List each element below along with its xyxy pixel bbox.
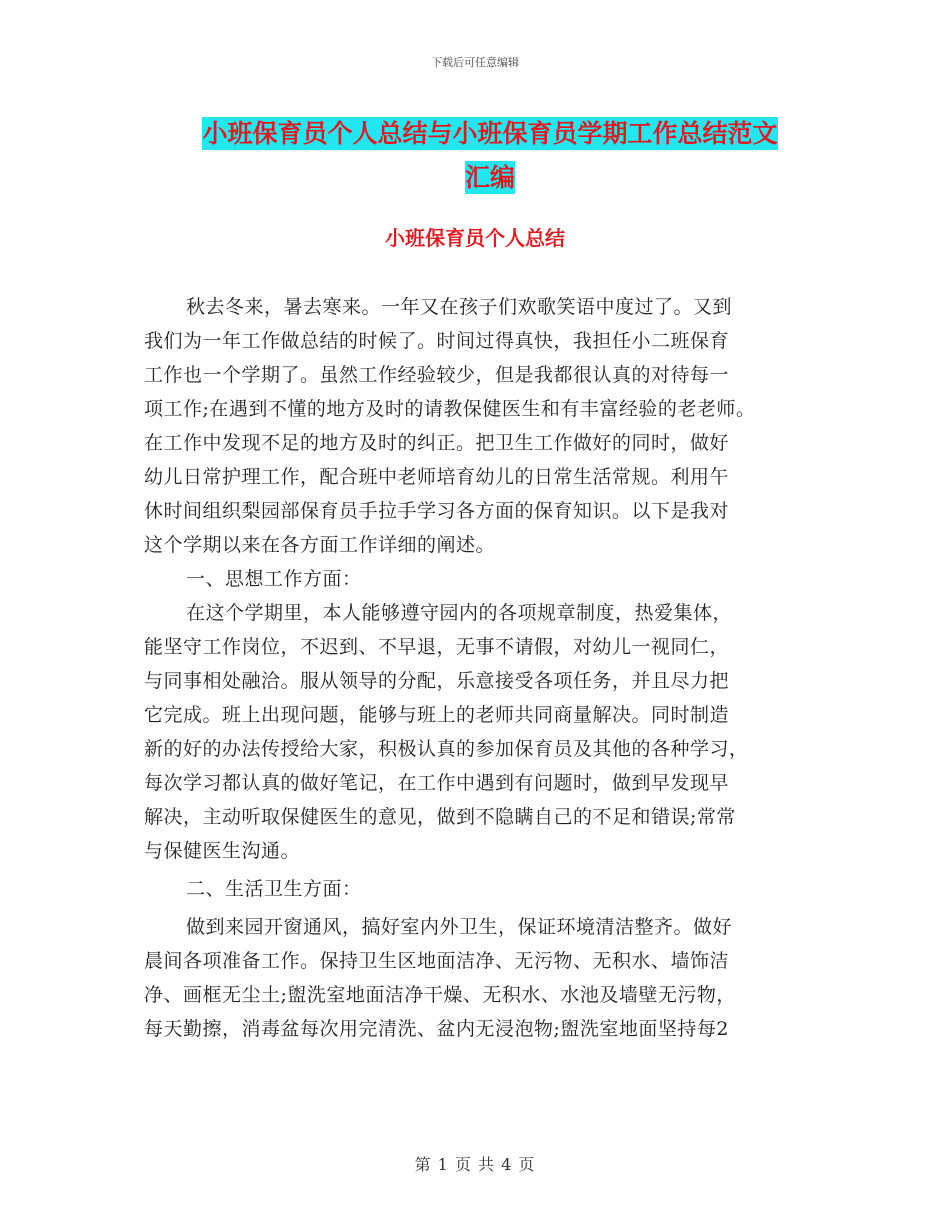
paragraph-line: 秋去冬来，暑去寒来。一年又在孩子们欢歌笑语中度过了。又到	[186, 296, 733, 318]
paragraph-line: 它完成。班上出现问题，能够与班上的老师共同商量解决。同时制造	[144, 704, 730, 726]
paragraph-line: 净、画框无尘土;盥洗室地面洁净干燥、无积水、水池及墙壁无污物，	[144, 984, 736, 1006]
document-title	[140, 112, 840, 200]
paragraph-line: 在这个学期里，本人能够遵守园内的各项规章制度，热爱集体，	[186, 602, 733, 624]
paragraph-line: 新的好的办法传授给大家，积极认真的参加保育员及其他的各种学习，	[144, 738, 749, 760]
subheading-thought-work: 一、思想工作方面：	[186, 568, 362, 590]
section-title: 小班保育员个人总结	[385, 226, 565, 250]
paragraph-line: 这个学期以来在各方面工作详细的阐述。	[144, 534, 496, 556]
paragraph-line: 与同事相处融洽。服从领导的分配，乐意接受各项任务，并且尽力把	[144, 670, 730, 692]
paragraph-line: 我们为一年工作做总结的时候了。时间过得真快，我担任小二班保育	[144, 330, 730, 352]
paragraph-line: 休时间组织梨园部保育员手拉手学习各方面的保育知识。以下是我对	[144, 500, 730, 522]
paragraph-line: 每天勤擦，消毒盆每次用完清洗、盆内无浸泡物;盥洗室地面坚持每2	[144, 1018, 729, 1040]
subheading-hygiene: 二、生活卫生方面：	[186, 878, 362, 900]
paragraph-line: 晨间各项准备工作。保持卫生区地面洁净、无污物、无积水、墙饰洁	[144, 950, 730, 972]
paragraph-line: 能坚守工作岗位，不迟到、不早退，无事不请假，对幼儿一视同仁，	[144, 636, 730, 658]
paragraph-line: 与保健医生沟通。	[144, 840, 301, 862]
paragraph-line: 工作也一个学期了。虽然工作经验较少，但是我都很认真的对待每一	[144, 364, 730, 386]
page-footer: 第 1 页 共 4 页	[414, 1155, 536, 1174]
body-text	[144, 290, 824, 1046]
header-note: 下载后可任意编辑	[431, 56, 519, 69]
paragraph-line: 项工作;在遇到不懂的地方及时的请教保健医生和有丰富经验的老老师。	[144, 398, 756, 420]
paragraph-line: 在工作中发现不足的地方及时的纠正。把卫生工作做好的同时，做好	[144, 432, 730, 454]
paragraph-line: 幼儿日常护理工作，配合班中老师培育幼儿的日常生活常规。利用午	[144, 466, 730, 488]
paragraph-line: 解决，主动听取保健医生的意见，做到不隐瞒自己的不足和错误;常常	[144, 806, 736, 828]
paragraph-line: 做到来园开窗通风，搞好室内外卫生，保证环境清洁整齐。做好	[186, 916, 733, 938]
document-title-line-2: 汇编	[464, 163, 515, 192]
paragraph-line: 每次学习都认真的做好笔记，在工作中遇到有问题时，做到早发现早	[144, 772, 730, 794]
document-title-line-1: 小班保育员个人总结与小班保育员学期工作总结范文	[202, 119, 778, 148]
